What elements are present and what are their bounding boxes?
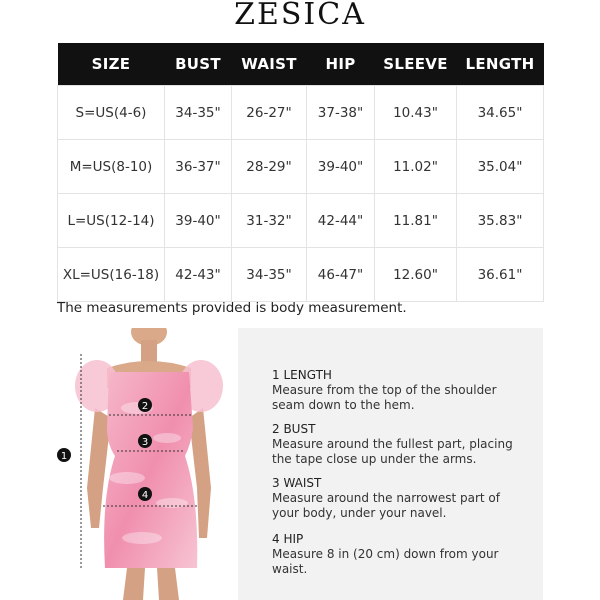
cell-bust: 42-43" — [165, 248, 232, 302]
measurement-note: The measurements provided is body measurement. — [57, 300, 407, 316]
cell-hip: 46-47" — [307, 248, 375, 302]
table-header-row — [58, 43, 544, 86]
cell-sleeve: 10.43" — [375, 86, 457, 140]
guide-step-bust — [272, 422, 532, 467]
cell-hip: 39-40" — [307, 140, 375, 194]
table-row — [58, 86, 544, 140]
header-bust: BUST — [165, 43, 232, 86]
cell-size: L=US(12-14) — [58, 194, 165, 248]
cell-sleeve: 11.02" — [375, 140, 457, 194]
cell-size: S=US(4-6) — [58, 86, 165, 140]
cell-size: XL=US(16-18) — [58, 248, 165, 302]
svg-text:2: 2 — [141, 401, 149, 412]
header-sleeve: SLEEVE — [375, 43, 457, 86]
guide-step-length — [272, 368, 532, 413]
cell-waist: 34-35" — [232, 248, 307, 302]
table-row — [58, 194, 544, 248]
marker-3-icon — [138, 434, 152, 448]
marker-1-icon — [57, 448, 71, 462]
guide-step-desc: your body, under your navel. — [272, 506, 447, 520]
cell-sleeve: 11.81" — [375, 194, 457, 248]
marker-2-icon — [138, 398, 152, 412]
cell-bust: 39-40" — [165, 194, 232, 248]
cell-length: 35.04" — [457, 140, 544, 194]
header-hip: HIP — [307, 43, 375, 86]
cell-size: M=US(8-10) — [58, 140, 165, 194]
size-chart-table — [57, 43, 544, 302]
guide-step-title: 4 HIP — [272, 532, 304, 546]
header-size: SIZE — [58, 43, 165, 86]
guide-step-desc: Measure around the fullest part, placing — [272, 437, 513, 451]
guide-step-desc: seam down to the hem. — [272, 398, 415, 412]
guide-step-desc: Measure around the narrowest part of — [272, 491, 500, 505]
cell-sleeve: 12.60" — [375, 248, 457, 302]
cell-hip: 42-44" — [307, 194, 375, 248]
guide-step-desc: Measure from the top of the shoulder — [272, 383, 497, 397]
guide-step-desc: the tape close up under the arms. — [272, 452, 477, 466]
guide-step-title: 1 LENGTH — [272, 368, 332, 382]
svg-text:3: 3 — [141, 437, 149, 448]
cell-waist: 31-32" — [232, 194, 307, 248]
cell-length: 34.65" — [457, 86, 544, 140]
svg-text:4: 4 — [141, 490, 149, 501]
brand-logo: ZESICA — [234, 0, 366, 32]
guide-step-title: 3 WAIST — [272, 476, 322, 490]
header-length: LENGTH — [457, 43, 544, 86]
header-waist: WAIST — [232, 43, 307, 86]
svg-text:1: 1 — [60, 451, 68, 462]
guide-step-desc: Measure 8 in (20 cm) down from your waist. — [272, 547, 499, 576]
dress-model-figure — [57, 328, 237, 600]
cell-waist: 28-29" — [232, 140, 307, 194]
table-row — [58, 140, 544, 194]
guide-step-hip — [272, 532, 532, 577]
guide-step-title: 2 BUST — [272, 422, 316, 436]
marker-4-icon — [138, 487, 152, 501]
cell-length: 36.61" — [457, 248, 544, 302]
cell-length: 35.83" — [457, 194, 544, 248]
measuring-guide-panel — [238, 328, 543, 600]
table-row — [58, 248, 544, 302]
cell-bust: 36-37" — [165, 140, 232, 194]
cell-waist: 26-27" — [232, 86, 307, 140]
cell-bust: 34-35" — [165, 86, 232, 140]
guide-step-waist — [272, 476, 532, 521]
cell-hip: 37-38" — [307, 86, 375, 140]
